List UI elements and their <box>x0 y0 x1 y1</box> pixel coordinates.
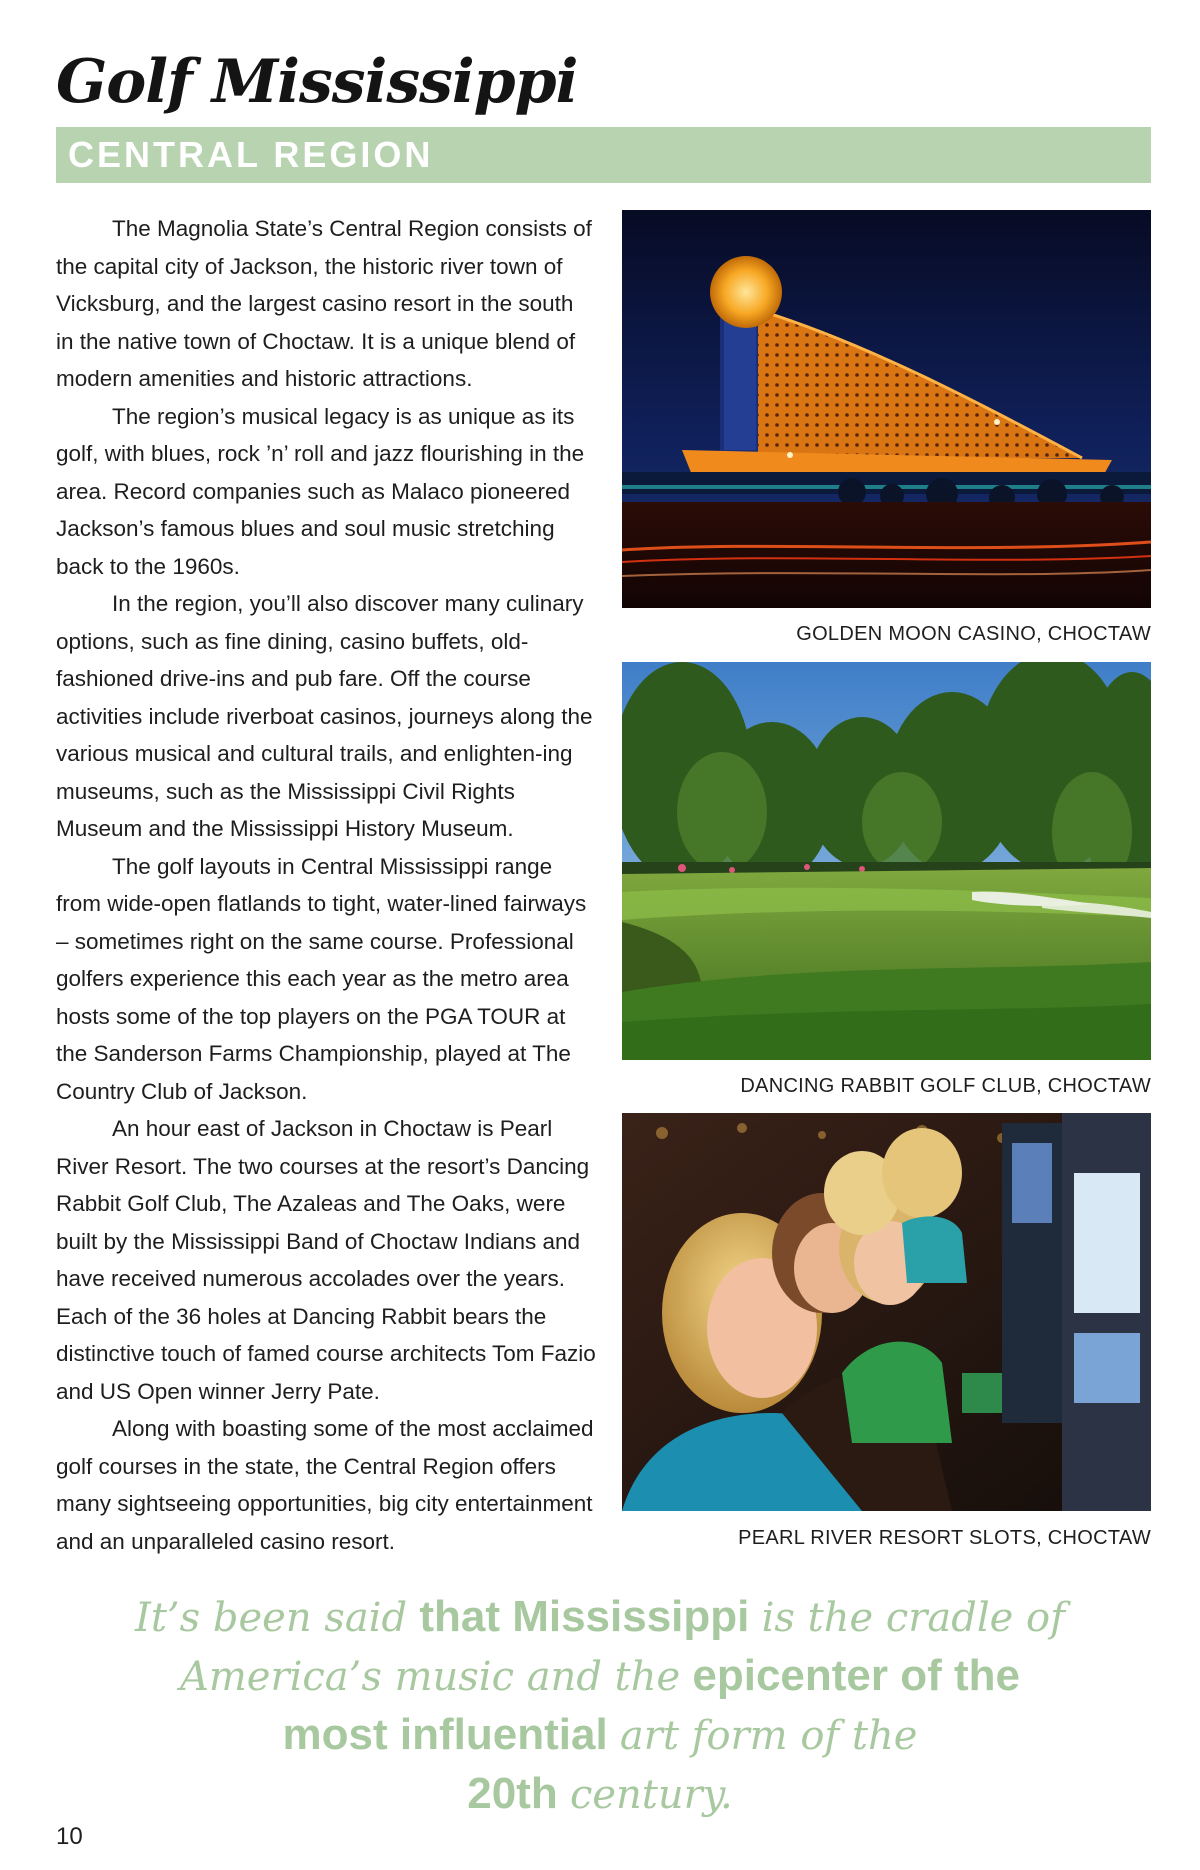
photo-caption: PEARL RIVER RESORT SLOTS, CHOCTAW <box>738 1527 1151 1549</box>
dancing-rabbit-golf-photo <box>622 662 1151 1060</box>
golden-moon-casino-photo <box>622 210 1151 608</box>
region-heading: CENTRAL REGION <box>68 134 434 175</box>
page-number: 10 <box>56 1823 83 1850</box>
quote-bold-text: epicenter of the most influential <box>282 1651 1021 1759</box>
pull-quote <box>130 1588 1070 1824</box>
quote-bold-text: that Mississippi <box>419 1592 750 1641</box>
quote-script-text: century. <box>569 1772 733 1818</box>
quote-script-text: It’s been said <box>135 1595 408 1641</box>
region-banner <box>56 127 1151 183</box>
photo-caption: GOLDEN MOON CASINO, CHOCTAW <box>796 623 1151 645</box>
quote-script-text: art form of the <box>619 1713 918 1759</box>
page-title: Golf Mississippi <box>56 47 578 117</box>
article-body <box>56 210 596 1560</box>
photo-caption: DANCING RABBIT GOLF CLUB, CHOCTAW <box>740 1075 1151 1097</box>
quote-bold-text: 20th <box>467 1769 558 1818</box>
article-paragraph: The region’s musical legacy is as unique as its golf, with blues, rock ’n’ roll and jazz flourishing in the area. Record companies such as Malaco pioneered Jackson’s famous blues and soul music stretching back to the 1960s. <box>56 403 585 579</box>
article-paragraph: The golf layouts in Central Mississippi range from wide-open flatlands to tight, water-lined fairways – sometimes right on the same course. Professional golfers experience this each year as the metro area hosts some of the top players on the PGA TOUR at the Sanderson Farms Championship, played at The Country Club of Jackson. <box>56 853 587 1104</box>
article-paragraph: The Magnolia State’s Central Region consists of the capital city of Jackson, the historic river town of Vicksburg, and the largest casino resort in the south in the native town of Choctaw. It is a unique blend of modern amenities and historic attractions. <box>56 216 592 391</box>
article-paragraph: An hour east of Jackson in Choctaw is Pearl River Resort. The two courses at the resort’s Dancing Rabbit Golf Club, The Azaleas and The Oaks, were built by the Mississippi Band of Choctaw Indians and have received numerous accolades over the years. Each of the 36 holes at Dancing Rabbit bears the distinctive touch of famed course architects Tom Fazio and US Open winner Jerry Pate. <box>56 1116 596 1404</box>
article-paragraph: In the region, you’ll also discover many culinary options, such as fine dining, casino buffets, old-fashioned drive-ins and pub fare. Off the course activities include riverboat casinos, journeys along the various musical and cultural trails, and enlighten-ing museums, such as the Mississippi Civil Rights Museum and the Mississippi History Museum. <box>56 591 593 841</box>
pearl-river-slots-photo <box>622 1113 1151 1511</box>
quote-script-text: is the cradle of America’s music and the <box>179 1595 1065 1700</box>
article-paragraph: Along with boasting some of the most acclaimed golf courses in the state, the Central Region offers many sightseeing opportunities, big city entertainment and an unparalleled casino resort. <box>56 1416 594 1554</box>
